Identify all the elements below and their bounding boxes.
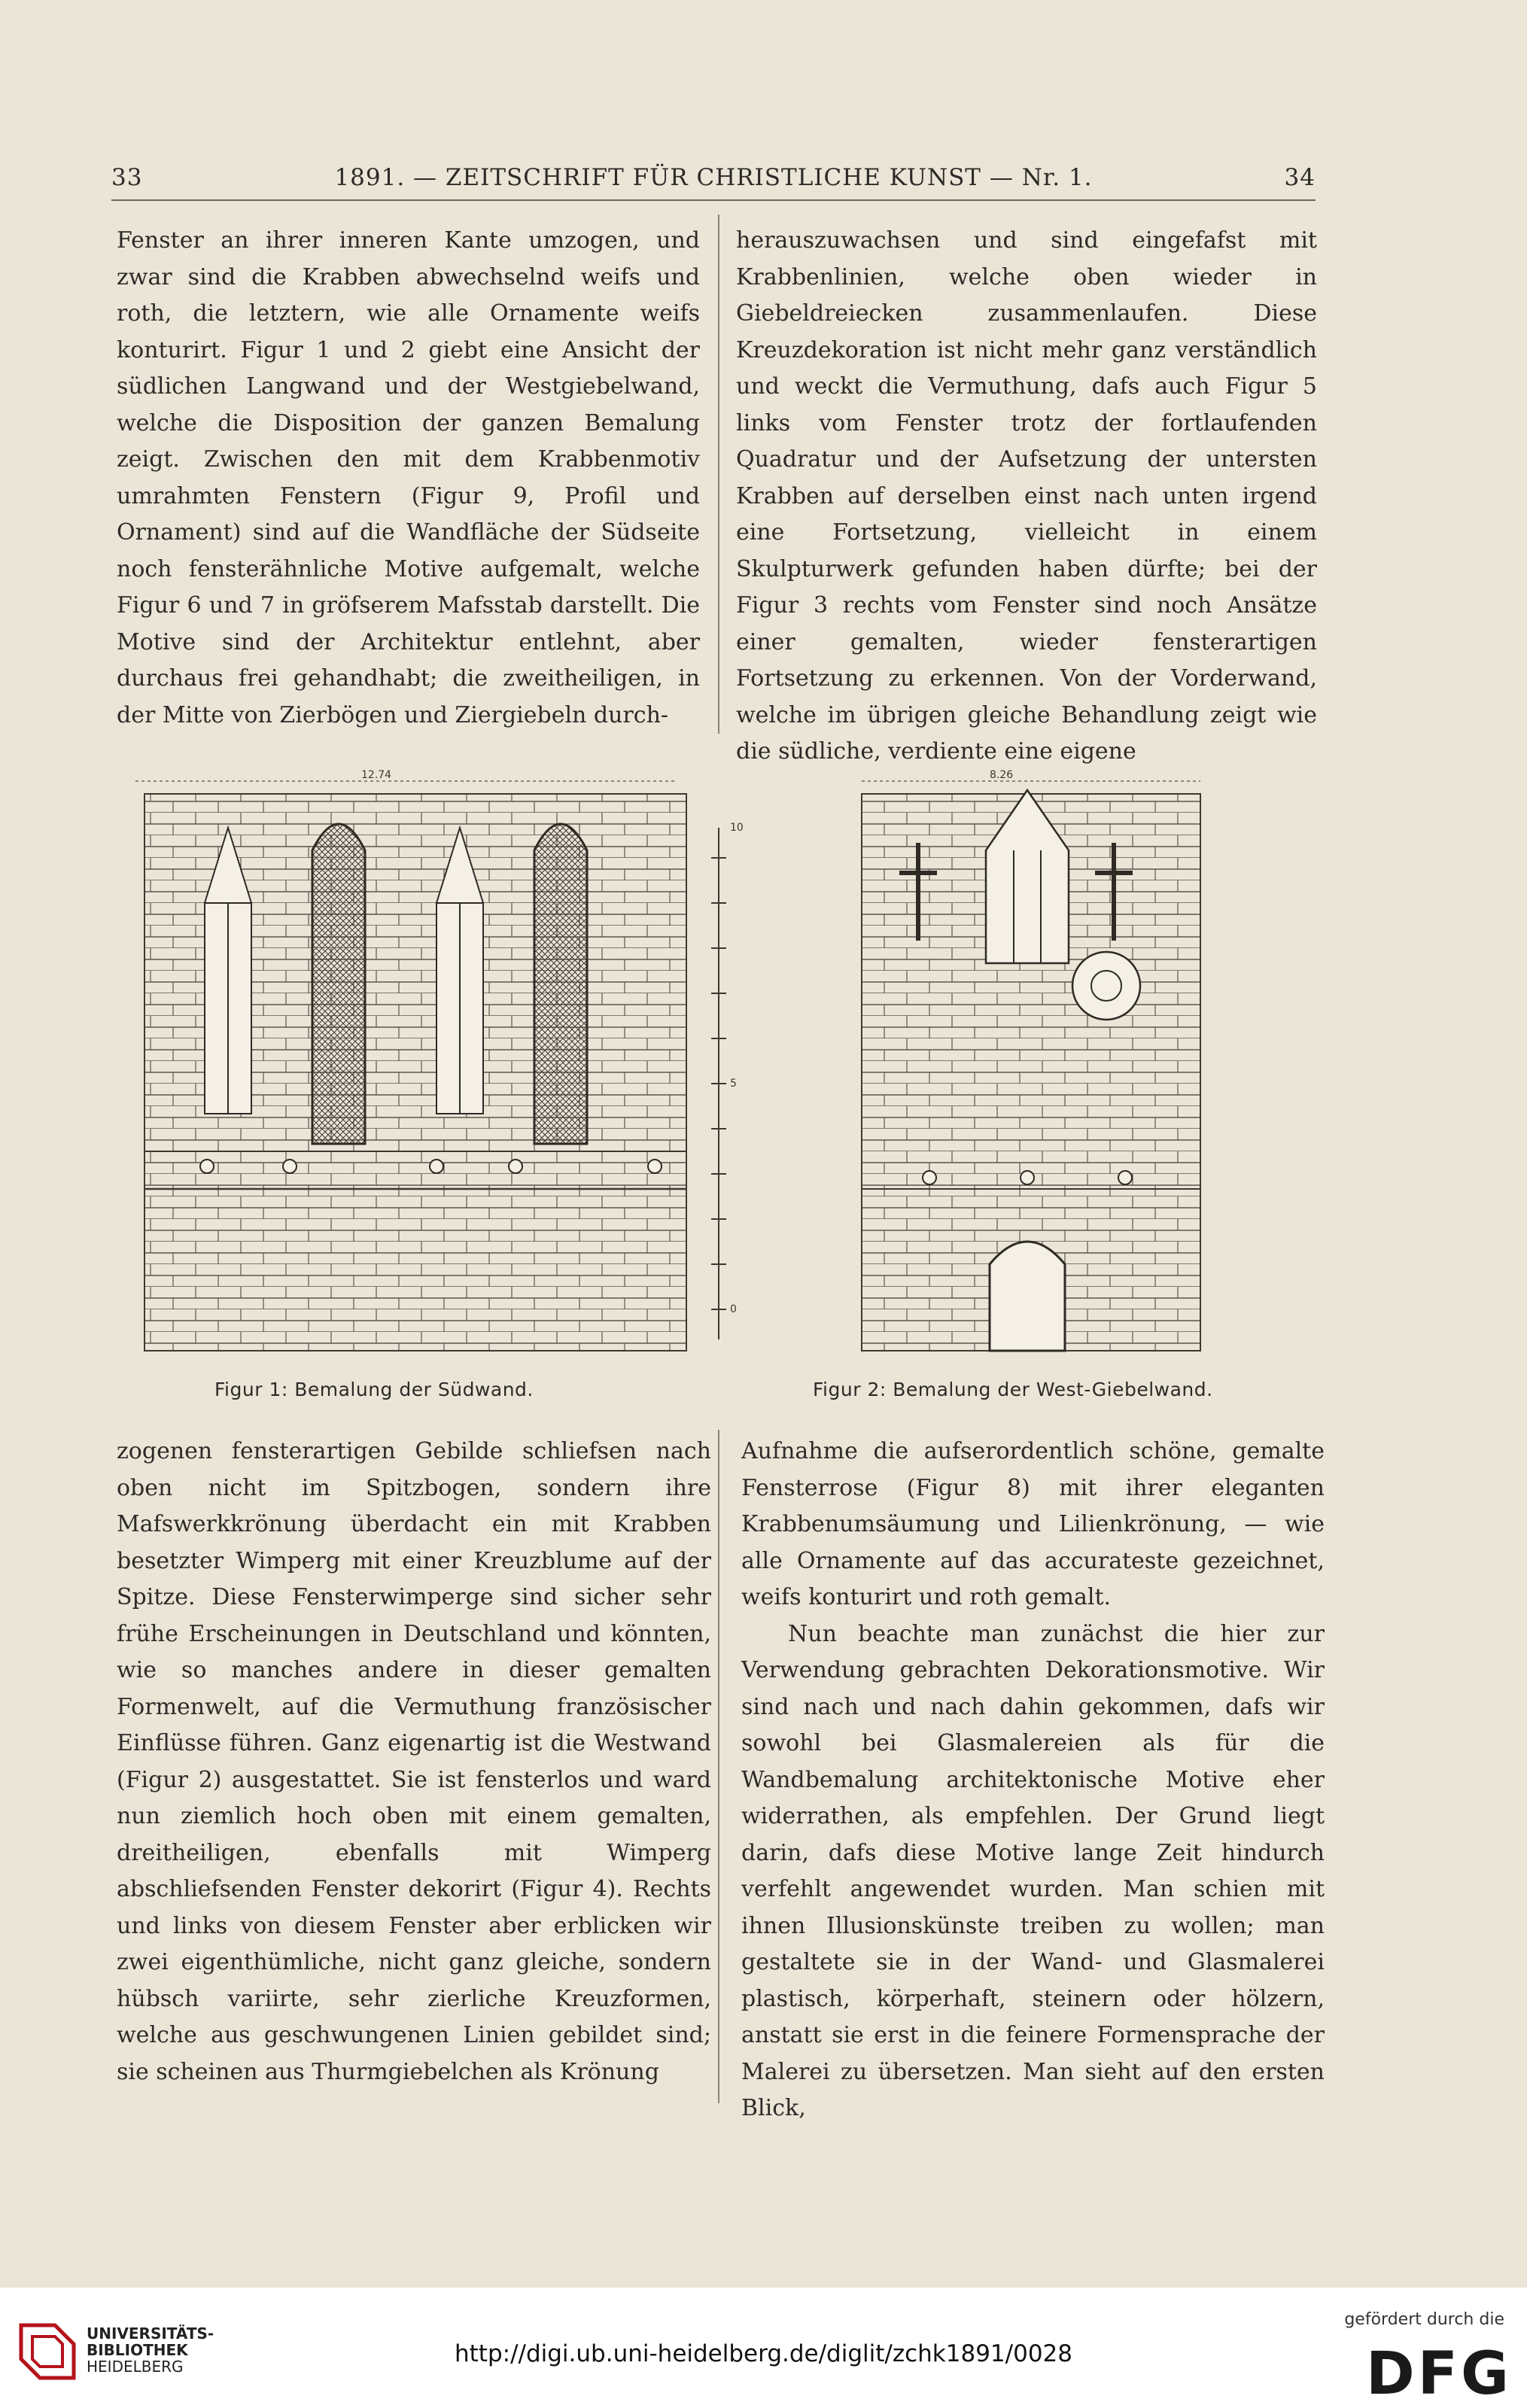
running-header [111, 164, 1316, 197]
figure-2-west-gable-wall [847, 768, 1223, 1362]
column-divider-upper [718, 214, 719, 734]
paragraph: herauszuwachsen und sind eingefafst mit Krabbenlinien, welche oben wieder in Giebeldreiecken zusammenlaufen. Diese Kreuzdekoration ist nicht mehr ganz verständlich und weckt die Vermuthung, dafs auch Figur 5 links vom Fenster trotz der fortlaufenden Quadratur und der Aufsetzung der untersten Krabben auf derselben einst nach unten irgend eine Fortsetzung, vielleicht in einem Skulpturwerk gefunden haben dürfte; bei der Figur 3 rechts vom Fenster sind noch Ansätze einer gemalten, wieder fensterartigen Fortsetzung zu erkennen. Von der Vorderwand, welche im übrigen gleiche Behandlung zeigt wie die südliche, verdiente eine eigene [736, 227, 1317, 765]
dfg-logo[interactable]: DFG [1365, 2340, 1512, 2408]
figure-1-caption: Figur 1: Bemalung der Südwand. [214, 1379, 534, 1400]
scale-label-mid: 5 [730, 1078, 737, 1090]
permalink-url[interactable]: http://digi.ub.uni-heidelberg.de/diglit/zchk1891/0028 [455, 2340, 1072, 2367]
journal-title: 1891. — ZEITSCHRIFT FÜR CHRISTLICHE KUNST — Nr. 1. [334, 164, 1093, 191]
library-line: BIBLIOTHEK [87, 2341, 188, 2359]
scale-label-bottom: 0 [730, 1303, 737, 1315]
text-column-upper-left [117, 223, 700, 734]
funded-by-label: gefördert durch die [1344, 2310, 1504, 2329]
figure-1-south-wall [135, 768, 744, 1362]
west-gable-drawing [847, 768, 1223, 1362]
library-line: UNIVERSITÄTS- [87, 2324, 214, 2343]
text-column-lower-left [117, 1434, 711, 2090]
paragraph: Fenster an ihrer inneren Kante umzogen, und zwar sind die Krabben abwechselnd weifs und roth, die letztern, wie alle Ornamente weifs konturirt. Figur 1 und 2 giebt eine Ansicht der südlichen Langwand und der Westgiebelwand, welche die Disposition der ganzen Bemalung zeigt. Zwischen den mit dem Krabbenmotiv umrahmten Fenstern (Figur 9, Profil und Ornament) sind auf die Wandfläche der Südseite noch fensterähnliche Motive aufgemalt, welche Figur 6 und 7 in gröfserem Mafsstab darstellt. Die Motive sind der Architektur entlehnt, aber durchaus frei gehandhabt; die zweitheiligen, in der Mitte von Zierbögen und Ziergiebeln durch- [117, 227, 700, 728]
page-number-left: 33 [111, 164, 143, 191]
figure-2-caption: Figur 2: Bemalung der West-Giebelwand. [813, 1379, 1213, 1400]
dimension-label: 12.74 [361, 769, 392, 781]
library-line: HEIDELBERG [87, 2358, 184, 2376]
page-number-right: 34 [1284, 164, 1316, 191]
dimension-label: 8.26 [990, 769, 1014, 781]
viewer-footer [0, 2288, 1527, 2408]
column-divider-lower [718, 1430, 719, 2103]
text-column-lower-right [741, 1434, 1325, 2127]
south-wall-drawing [135, 768, 744, 1362]
paragraph: Aufnahme die aufserordentlich schöne, gemalte Fensterrose (Figur 8) mit ihrer eleganten Krabbenumsäumung und Lilienkrönung, — wie alle Ornamente auf das accurateste gezeichnet, weifs konturirt und roth gemalt. [741, 1438, 1325, 1610]
paragraph: zogenen fensterartigen Gebilde schliefsen nach oben nicht im Spitzbogen, sondern ihre Mafswerkkrönung überdacht ein mit Krabben besetzter Wimperg mit einer Kreuzblume auf der Spitze. Diese Fensterwimperge sind sicher sehr frühe Erscheinungen in Deutschland und könnten, wie so manches andere in dieser gemalten Formenwelt, auf die Vermuthung französischer Einflüsse führen. Ganz eigenartig ist die Westwand (Figur 2) ausgestattet. Sie ist fensterlos und ward nun ziemlich hoch oben mit einem gemalten, dreitheiligen, ebenfalls mit Wimperg abschliefsenden Fenster dekorirt (Figur 4). Rechts und links von diesem Fenster aber erblicken wir zwei eigenthümliche, nicht ganz gleiche, sondern hübsch variirte, sehr zierliche Kreuzformen, welche aus geschwungenen Linien gebildet sind; sie scheinen aus Thurmgiebelchen als Krönung [117, 1438, 711, 2085]
paragraph: Nun beachte man zunächst die hier zur Verwendung gebrachten Dekorationsmotive. Wir sind nach und nach dahin gekommen, dafs wir sowohl bei Glasmalereien als für die Wandbemalung architektonische Motive eher widerrathen, als empfehlen. Der Grund liegt darin, dafs diese Motive lange Zeit hindurch verfehlt angewendet wurden. Man schien mit ihnen Illusionskünste treiben zu wollen; man gestaltete sie in der Wand- und Glasmalerei plastisch, körperhaft, steinern oder hölzern, anstatt sie erst in die feinere Formensprache der Malerei zu übersetzen. Man sieht auf den ersten Blick, [741, 1620, 1325, 2121]
text-column-upper-right [736, 223, 1317, 771]
header-rule [111, 199, 1316, 201]
scale-label-top: 10 [730, 822, 744, 834]
